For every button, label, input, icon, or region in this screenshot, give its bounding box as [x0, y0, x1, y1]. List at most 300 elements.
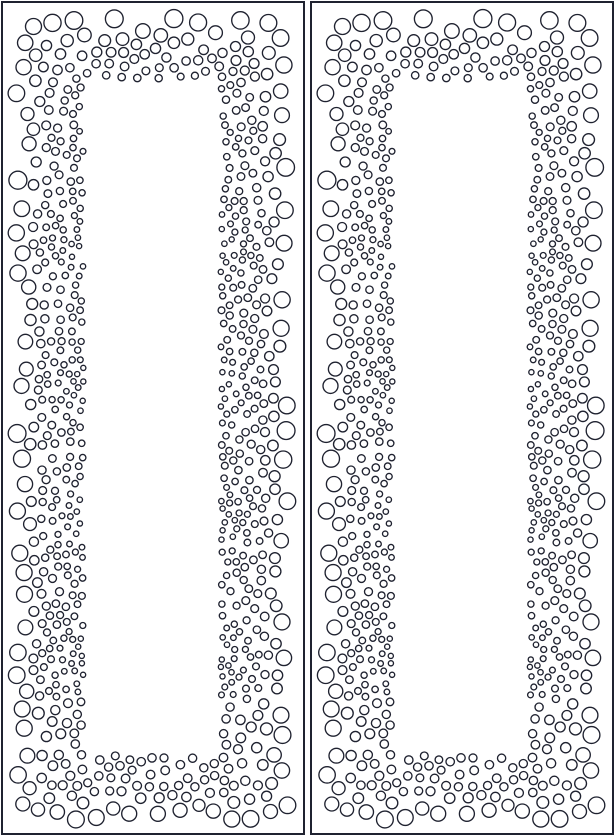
perforation-hole — [369, 248, 375, 254]
perforation-hole — [53, 682, 59, 688]
perforation-hole — [76, 273, 82, 279]
perforation-hole — [52, 487, 59, 494]
perforation-hole — [335, 19, 351, 35]
perforation-hole — [67, 402, 73, 408]
perforation-hole — [264, 805, 278, 819]
perforation-hole — [257, 255, 264, 262]
perforation-hole — [182, 33, 194, 45]
perforation-hole — [338, 654, 347, 663]
perforation-hole — [77, 751, 85, 759]
perforation-hole — [77, 797, 89, 809]
perforation-hole — [63, 686, 69, 692]
perforation-hole — [364, 380, 370, 386]
perforation-hole — [71, 613, 78, 620]
perforation-hole — [330, 108, 343, 121]
perforation-hole — [71, 164, 78, 171]
perforation-hole — [38, 515, 45, 522]
perforation-hole — [342, 265, 351, 274]
perforation-hole — [386, 129, 392, 135]
perforation-hole — [570, 456, 579, 465]
perforation-hole — [14, 450, 31, 467]
perforation-hole — [183, 774, 192, 783]
perforation-hole — [70, 121, 78, 129]
perforation-hole — [252, 743, 262, 753]
perforation-hole — [219, 613, 225, 619]
perforation-hole — [353, 14, 370, 31]
perforation-hole — [229, 548, 235, 554]
perforation-hole — [564, 276, 571, 283]
perforation-hole — [573, 651, 581, 659]
perforation-hole — [554, 458, 561, 465]
perforation-hole — [393, 779, 401, 787]
perforation-hole — [498, 754, 506, 762]
perforation-hole — [206, 804, 220, 818]
perforation-hole — [551, 429, 558, 436]
perforation-hole — [578, 471, 589, 482]
perforation-hole — [364, 531, 370, 537]
perforation-hole — [544, 296, 551, 303]
perforation-hole — [52, 406, 58, 412]
perforation-hole — [392, 70, 399, 77]
perforation-hole — [351, 352, 358, 359]
perforation-hole — [386, 698, 394, 706]
perforation-hole — [351, 121, 360, 130]
perforation-hole — [259, 551, 267, 559]
perforation-hole — [387, 339, 393, 345]
perforation-hole — [251, 349, 258, 356]
perforation-hole — [543, 745, 552, 754]
perforation-hole — [73, 782, 82, 791]
perforation-hole — [61, 362, 67, 368]
perforation-hole — [564, 685, 571, 692]
perforation-hole — [274, 292, 290, 308]
perforation-hole — [551, 597, 559, 605]
perforation-hole — [251, 147, 259, 155]
perforation-hole — [544, 135, 550, 141]
perforation-hole — [574, 588, 585, 599]
perforation-hole — [557, 252, 563, 258]
perforation-hole — [528, 753, 537, 762]
perforation-hole — [354, 89, 363, 98]
perforation-hole — [405, 756, 413, 764]
perforation-hole — [533, 337, 540, 344]
perforation-hole — [53, 65, 62, 74]
perforation-hole — [386, 497, 391, 502]
perforation-hole — [345, 692, 353, 700]
perforation-hole — [56, 729, 66, 739]
perforation-hole — [566, 565, 574, 573]
perforation-hole — [170, 64, 178, 72]
perforation-hole — [358, 574, 366, 582]
perforation-hole — [44, 372, 50, 378]
perforation-hole — [529, 730, 537, 738]
perforation-hole — [233, 89, 241, 97]
perforation-hole — [238, 282, 245, 289]
perforation-hole — [259, 106, 268, 115]
perforation-hole — [542, 602, 549, 609]
perforation-hole — [227, 588, 234, 595]
perforation-hole — [532, 260, 537, 265]
perforation-hole — [414, 59, 423, 68]
perforation-hole — [69, 661, 75, 667]
perforation-hole — [568, 699, 578, 709]
perforation-hole — [372, 476, 379, 483]
perforation-hole — [560, 349, 567, 356]
perforation-hole — [482, 803, 496, 817]
perforation-hole — [572, 172, 582, 182]
perforation-hole — [542, 569, 549, 576]
perforation-hole — [463, 793, 473, 803]
perforation-hole — [386, 424, 392, 430]
perforation-hole — [65, 12, 83, 30]
perforation-hole — [527, 404, 532, 409]
perforation-hole — [383, 227, 389, 233]
perforation-hole — [348, 498, 355, 505]
perforation-hole — [332, 782, 345, 795]
perforation-hole — [557, 358, 563, 364]
perforation-hole — [242, 811, 259, 828]
perforation-hole — [535, 663, 540, 668]
perforation-hole — [377, 514, 383, 520]
perforation-hole — [534, 176, 541, 183]
perforation-hole — [560, 521, 567, 528]
perforation-hole — [552, 384, 558, 390]
perforation-hole — [375, 503, 381, 509]
perforation-hole — [358, 78, 367, 87]
perforation-hole — [535, 302, 542, 309]
perforation-hole — [527, 48, 536, 57]
perforation-hole — [355, 688, 362, 695]
perforation-hole — [175, 781, 183, 789]
perforation-hole — [230, 284, 237, 291]
perforation-hole — [261, 157, 270, 166]
perforation-hole — [528, 227, 533, 232]
perforation-hole — [548, 150, 555, 157]
perforation-hole — [386, 357, 392, 363]
perforation-hole — [272, 683, 283, 694]
perforation-hole — [77, 307, 84, 314]
perforation-hole — [585, 650, 600, 665]
perforation-hole — [530, 320, 536, 326]
perforation-hole — [533, 154, 539, 160]
perforation-hole — [182, 57, 190, 65]
perforation-hole — [74, 601, 81, 608]
perforation-hole — [420, 752, 428, 760]
perforation-hole — [81, 379, 86, 384]
perforation-hole — [222, 684, 228, 690]
perforation-hole — [231, 621, 237, 627]
perforation-hole — [80, 623, 86, 629]
perforation-hole — [388, 544, 394, 550]
perforation-hole — [527, 73, 534, 80]
perforation-hole — [357, 761, 367, 771]
perforation-hole — [323, 701, 339, 717]
perforation-hole — [562, 626, 569, 633]
perforation-hole — [80, 264, 85, 269]
perforation-hole — [249, 285, 257, 293]
perforation-hole — [224, 485, 230, 491]
perforation-hole — [259, 380, 266, 387]
perforation-hole — [370, 35, 382, 47]
perforation-hole — [539, 692, 545, 698]
perforation-hole — [276, 235, 292, 251]
perforation-hole — [344, 327, 353, 336]
perforation-hole — [269, 411, 279, 421]
perforation-hole — [271, 377, 281, 387]
perforation-hole — [375, 371, 381, 377]
perforation-hole — [386, 307, 393, 314]
perforation-hole — [378, 357, 384, 363]
perforation-hole — [361, 148, 369, 156]
perforation-hole — [559, 72, 568, 81]
perforation-hole — [408, 35, 420, 47]
perforation-hole — [251, 425, 258, 432]
perforation-hole — [383, 155, 390, 162]
perforation-hole — [190, 14, 207, 31]
perforation-hole — [222, 740, 231, 749]
perforation-hole — [75, 463, 82, 470]
perforation-hole — [62, 669, 68, 675]
perforation-hole — [549, 520, 555, 526]
perforation-hole — [318, 171, 336, 189]
perforation-hole — [528, 613, 534, 619]
perforation-hole — [29, 223, 38, 232]
perforation-hole — [360, 706, 369, 715]
perforation-hole — [251, 315, 259, 323]
perforation-hole — [585, 57, 601, 73]
perforation-hole — [237, 173, 245, 181]
perforation-hole — [321, 545, 337, 561]
perforation-hole — [549, 320, 556, 327]
perforation-hole — [378, 328, 385, 335]
perforation-hole — [389, 148, 395, 154]
perforation-hole — [503, 56, 512, 65]
perforation-hole — [569, 330, 578, 339]
perforation-hole — [72, 549, 78, 555]
perforation-hole — [385, 273, 391, 279]
perforation-hole — [570, 428, 579, 437]
perforation-hole — [57, 286, 64, 293]
perforation-hole — [219, 601, 225, 607]
perforation-hole — [68, 811, 85, 828]
perforation-hole — [232, 12, 249, 29]
perforation-hole — [357, 421, 365, 429]
perforation-hole — [491, 792, 500, 801]
perforation-hole — [224, 154, 230, 160]
perforation-hole — [233, 559, 239, 565]
perforation-hole — [528, 601, 534, 607]
perforation-hole — [37, 773, 46, 782]
perforation-hole — [469, 782, 477, 790]
perforation-hole — [229, 680, 235, 686]
perforation-hole — [557, 116, 565, 124]
perforation-hole — [389, 454, 395, 460]
perforation-hole — [372, 551, 379, 558]
perforation-hole — [271, 639, 281, 649]
perforation-hole — [346, 339, 354, 347]
perforation-hole — [40, 301, 48, 309]
perforation-hole — [563, 196, 571, 204]
perforation-hole — [45, 106, 54, 115]
perforation-hole — [568, 266, 576, 274]
perforation-hole — [215, 62, 224, 71]
perforation-hole — [388, 319, 394, 325]
perforation-hole — [535, 348, 541, 354]
perforation-hole — [269, 217, 279, 227]
perforation-hole — [262, 306, 272, 316]
perforation-hole — [577, 440, 588, 451]
perforation-hole — [228, 797, 240, 809]
perforation-hole — [366, 347, 373, 354]
perforation-hole — [54, 497, 60, 503]
panel-left — [2, 2, 304, 834]
perforation-hole — [79, 575, 85, 581]
perforation-hole — [583, 534, 597, 548]
perforation-hole — [533, 572, 539, 578]
perforation-hole — [385, 104, 391, 110]
perforation-hole — [46, 688, 53, 695]
perforation-hole — [342, 578, 352, 588]
perforation-hole — [581, 515, 591, 525]
perforation-hole — [52, 672, 58, 678]
perforation-hole — [379, 729, 388, 738]
perforation-hole — [566, 340, 573, 347]
perforation-hole — [582, 259, 593, 270]
perforation-hole — [117, 787, 126, 796]
perforation-hole — [75, 385, 81, 391]
perforation-hole — [570, 157, 579, 166]
perforation-hole — [359, 235, 365, 241]
perforation-hole — [49, 574, 57, 582]
perforation-hole — [347, 620, 355, 628]
perforation-hole — [199, 45, 209, 55]
perforation-hole — [54, 750, 63, 759]
perforation-hole — [531, 122, 538, 129]
perforation-hole — [550, 776, 559, 785]
perforation-hole — [565, 651, 572, 658]
perforation-hole — [261, 68, 272, 79]
perforation-hole — [105, 59, 114, 68]
perforation-hole — [404, 772, 412, 780]
perforation-hole — [275, 108, 290, 123]
perforation-hole — [268, 440, 279, 451]
perforation-hole — [568, 380, 575, 387]
perforation-hole — [25, 439, 36, 450]
perforation-hole — [136, 793, 146, 803]
perforation-hole — [359, 637, 366, 644]
perforation-hole — [529, 253, 534, 258]
perforation-hole — [363, 497, 369, 503]
perforation-hole — [219, 537, 224, 542]
perforation-hole — [116, 762, 124, 770]
perforation-hole — [380, 213, 386, 219]
perforation-hole — [88, 810, 104, 826]
perforation-hole — [583, 763, 598, 778]
perforation-hole — [119, 48, 129, 58]
perforation-hole — [249, 325, 257, 333]
perforation-hole — [235, 466, 242, 473]
perforation-hole — [49, 455, 57, 463]
perforation-hole — [547, 759, 556, 768]
perforation-hole — [15, 246, 30, 261]
perforation-hole — [443, 74, 450, 81]
perforation-hole — [244, 294, 252, 302]
perforation-hole — [260, 632, 268, 640]
perforation-hole — [363, 300, 370, 307]
perforation-hole — [16, 797, 30, 811]
perforation-hole — [528, 498, 533, 503]
perforation-hole — [66, 629, 72, 635]
perforation-hole — [231, 253, 237, 259]
perforation-hole — [246, 722, 256, 732]
perforation-hole — [230, 457, 237, 464]
perforation-hole — [527, 344, 533, 350]
perforation-hole — [584, 108, 599, 123]
perforation-hole — [22, 280, 36, 294]
perforation-hole — [339, 75, 350, 86]
perforation-hole — [528, 212, 533, 217]
perforation-hole — [363, 750, 372, 759]
perforation-hole — [39, 498, 46, 505]
perforation-hole — [191, 72, 198, 79]
perforation-hole — [370, 97, 377, 104]
perforation-hole — [378, 241, 383, 246]
perforation-hole — [439, 55, 448, 64]
perforation-hole — [276, 57, 292, 73]
perforation-hole — [75, 372, 80, 377]
perforation-hole — [387, 636, 392, 641]
perforation-hole — [243, 218, 250, 225]
perforation-hole — [366, 215, 372, 221]
perforation-hole — [364, 542, 370, 548]
perforation-hole — [42, 352, 49, 359]
perforation-hole — [574, 352, 583, 361]
perforation-hole — [459, 806, 474, 821]
perforation-hole — [531, 241, 536, 246]
perforation-hole — [33, 265, 42, 274]
perforation-hole — [218, 269, 223, 274]
perforation-hole — [228, 221, 234, 227]
perforation-hole — [220, 730, 228, 738]
perforation-hole — [218, 86, 224, 92]
perforation-hole — [455, 770, 464, 779]
perforation-hole — [358, 518, 365, 525]
perforation-hole — [529, 635, 534, 640]
perforation-hole — [536, 82, 543, 89]
perforation-hole — [44, 793, 55, 804]
perforation-hole — [347, 441, 355, 449]
perforation-hole — [367, 429, 374, 436]
perforation-hole — [575, 778, 587, 790]
perforation-hole — [388, 190, 394, 196]
perforation-hole — [70, 111, 77, 118]
perforation-hole — [55, 328, 62, 335]
perforation-hole — [379, 111, 386, 118]
perforation-hole — [38, 466, 46, 474]
perforation-hole — [60, 107, 68, 115]
perforation-hole — [262, 791, 272, 801]
perforation-hole — [569, 632, 577, 640]
perforation-hole — [81, 672, 86, 677]
perforation-hole — [218, 344, 224, 350]
perforation-hole — [116, 33, 129, 46]
perforation-hole — [338, 223, 347, 232]
perforation-hole — [229, 781, 238, 790]
perforation-hole — [538, 781, 547, 790]
perforation-hole — [387, 765, 396, 774]
perforation-hole — [350, 731, 360, 741]
perforation-hole — [551, 646, 557, 652]
